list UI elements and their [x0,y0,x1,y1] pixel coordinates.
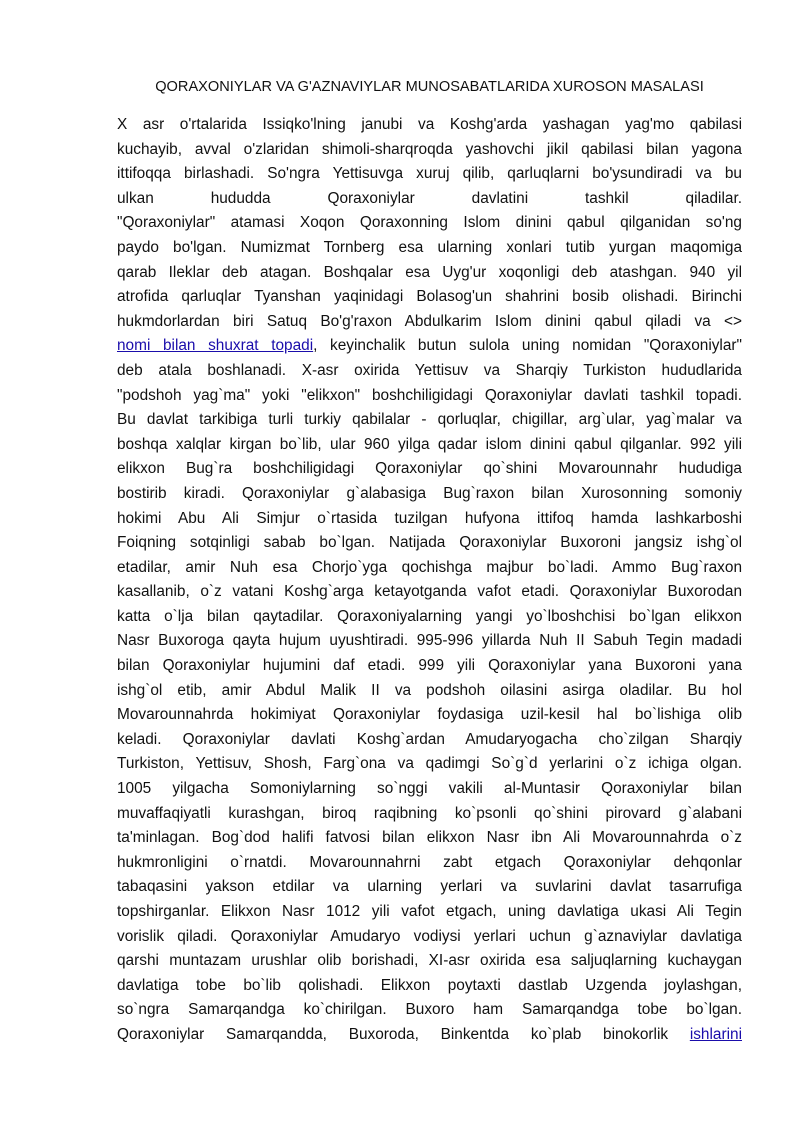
text-fragment: , keyinchalik butun sulola uning nomidan "Qoraxoniylar" [313,337,742,355]
text-line [117,1023,742,1048]
text-line: topshirganlar. Elikxon Nasr 1012 yili vafot etgach, uning davlatiga ukasi Ali Tegin [117,903,742,920]
link-nomi-bilan-shuxrat-topadi[interactable]: nomi bilan shuxrat topadi [117,337,314,355]
text-line: qarab Ileklar deb atagan. Boshqalar esa Uyg'ur xoqonligi deb atashgan. 940 yil [117,263,742,281]
document-title: QORAXONIYLAR VA G'AZNAVIYLAR MUNOSABATLARIDA XUROSON MASALASI [155,79,704,95]
text-line: kasallanib, o`z vatani Koshg`arga ketayotganda vafot etadi. Qoraxoniylar Buxorodan [117,583,742,601]
text-line: vorislik qiladi. Qoraxoniylar Amudaryo vodiysi yerlari uchun g`aznaviylar davlatiga [117,927,742,945]
text-line: elikxon Bug`ra boshchiligidagi Qoraxoniylar qo`shini Movarounnahr hududiga [117,460,742,478]
text-line: boshqa xalqlar kirgan bo`lib, ular 960 yilga qadar islom dinini qabul qilganlar. 992 yili [117,435,742,453]
text-line: paydo bo'lgan. Numizmat Tornberg esa ularning xonlari tutib yurgan maqomiga [117,238,742,256]
link-ishlarini[interactable]: ishlarini [689,1025,742,1043]
text-line: davlatiga tobe bo`lib qolishadi. Elikxon poytaxti dastlab Uzgenda joylashgan, [117,976,742,994]
text-line: so`ngra Samarqandga ko`chirilgan. Buxoro ham Samarqandga tobe bo`lgan. [117,1001,742,1019]
text-line: katta o`lja bilan qaytadilar. Qoraxoniyalarning yangi yo`lboshchisi bo`lgan elikxon [117,607,742,625]
document-body [117,113,742,1048]
text-line: etadilar, amir Nuh esa Chorjo`yga qochishga majbur bo`ladi. Ammo Bug`raxon [117,558,742,576]
text-line: Bu davlat tarkibiga turli turkiy qabilalar - qorluqlar, chigillar, arg`ular, yag`malar va [117,411,742,429]
text-line: hukmdorlardan biri Satuq Bo'g'raxon Abdulkarim Islom dinini qabul qiladi va <> [117,312,742,330]
text-line: 1005 yilgacha Somoniylarning so`nggi vakili al-Muntasir Qoraxoniylar bilan [117,780,742,798]
text-line: ta'minlagan. Bog`dod halifi fatvosi bilan elikxon Nasr ibn Ali Movarounnahrda o`z [117,829,742,847]
text-line: "podshoh yag`ma" yoki "elikxon" boshchiligidagi Qoraxoniylar davlati tashkil topadi. [117,386,742,404]
text-line: ittifoqqa birlashadi. So'ngra Yettisuvga xuruj qilib, qarluqlarni bo'ysundiradi va bu [117,165,742,183]
text-line: atrofida qarluqlar Tyanshan yaqinidagi Bolasog'un shahrini bosib olishadi. Birinchi [117,288,742,306]
text-line: kuchayib, avval o'zlaridan shimoli-sharqroqda yashovchi jikil qabilasi bilan yagona [117,140,742,158]
text-line: qarshi muntazam urushlar olib borishadi, XI-asr oxirida esa saljuqlarning kuchaygan [117,952,742,970]
text-line: keladi. Qoraxoniylar davlati Koshg`ardan Amudaryogacha cho`zilgan Sharqiy [117,730,742,748]
text-line: bostirib kiradi. Qoraxoniylar g`alabasiga Bug`raxon bilan Xurosonning somoniy [117,484,742,502]
text-line: Foiqning sotqinligi sabab bo`lgan. Natijada Qoraxoniylar Buxoroni jangsiz ishg`ol [117,534,742,552]
text-line: "Qoraxoniylar" atamasi Xoqon Qoraxonning Islom dinini qabul qilganidan so'ng [117,214,742,232]
text-line [117,334,742,359]
text-line: muvaffaqiyatli kurashgan, biroq raqibning ko`psonli qo`shini pirovard g`alabani [117,804,742,822]
text-fragment: Qoraxoniylar Samarqandda, Buxoroda, Binkentda ko`plab binokorlik [117,1025,690,1043]
text-line: Turkiston, Yettisuv, Shosh, Farg`ona va qadimgi So`g`d yerlarini o`z ichiga olgan. [117,755,742,773]
text-line: Movarounnahrda hokimiyat Qoraxoniylar foydasiga uzil-kesil hal bo`lishiga olib [117,706,742,724]
text-line: ishg`ol etib, amir Abdul Malik II va podshoh oilasini asirga oladilar. Bu hol [117,681,742,699]
text-line: X asr o'rtalarida Issiqko'lning janubi va Koshg'arda yashagan yag'mo qabilasi [117,116,742,133]
text-line: hukmronligini o`rnatdi. Movarounnahrni zabt etgach Qoraxoniylar dehqonlar [117,853,742,871]
text-line: bilan Qoraxoniylar hujumini daf etadi. 999 yili Qoraxoniylar yana Buxoroni yana [117,657,742,675]
text-line: tabaqasini yakson etdilar va ularning yerlari va suvlarini davlat tasarrufiga [117,878,742,896]
text-line: deb atala boshlanadi. X-asr oxirida Yettisuv va Sharqiy Turkiston hududlarida [117,361,742,379]
text-line: ulkan hududda Qoraxoniylar davlatini tashkil qiladilar. [117,189,742,207]
text-line: hokimi Abu Ali Simjur o`rtasida tuzilgan hufyona ittifoq hamda lashkarboshi [117,509,742,527]
text-line: Nasr Buxoroga qayta hujum uyushtiradi. 995-996 yillarda Nuh II Sabuh Tegin madadi [117,632,742,650]
